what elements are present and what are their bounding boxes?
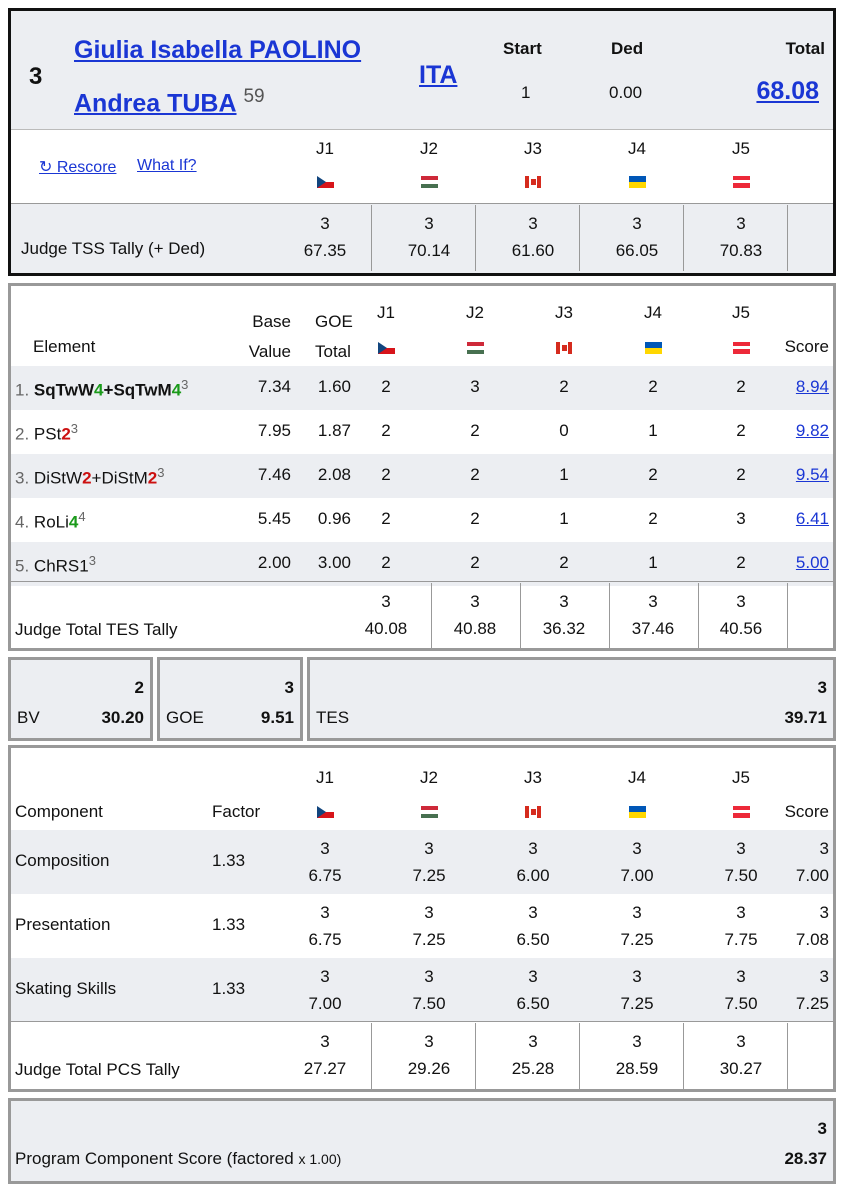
tes-panel <box>307 657 836 741</box>
element-3-judge-5: 2 <box>736 465 746 484</box>
header-judge-2-flag <box>389 175 469 188</box>
el-judge-3-flag <box>524 341 604 354</box>
header-judge-4-flag <box>597 175 677 188</box>
element-score-link-2[interactable]: 9.82 <box>795 421 829 440</box>
component-score-2: 3 7.08 <box>795 903 829 949</box>
nation-link[interactable]: ITA <box>419 61 458 89</box>
skater-2-link[interactable] <box>74 86 265 118</box>
element-2-judge-4: 1 <box>648 421 658 440</box>
bib-number: 59 <box>243 86 265 107</box>
flag-ukraine-icon <box>645 342 662 354</box>
pcs-judge-3: 3 25.28 <box>511 1032 555 1078</box>
element-1-judge-4: 2 <box>648 377 658 396</box>
bv-panel <box>8 657 153 741</box>
element-base-1: 7.34 <box>257 377 291 396</box>
tss-judge-2: 3 70.14 <box>407 214 451 260</box>
element-goe-1: 1.60 <box>317 377 351 396</box>
header-judge-2: J2 <box>420 139 438 158</box>
element-5-judge-3: 2 <box>559 553 569 572</box>
element-1-judge-5: 2 <box>736 377 746 396</box>
flag-ukraine-icon <box>629 176 646 188</box>
flag-canada-icon <box>525 176 542 188</box>
flag-hungary-icon <box>421 176 438 188</box>
total-value-link[interactable]: 68.08 <box>756 77 819 105</box>
flag-hungary-icon <box>467 342 484 354</box>
pcs-total-label-text: Program Component Score (factored <box>15 1149 294 1168</box>
component-factor-3: 1.33 <box>212 979 246 998</box>
element-4-judge-1: 2 <box>381 509 391 528</box>
tss-label: Judge TSS Tally (+ Ded) <box>21 239 206 258</box>
el-judge-4: J4 <box>644 303 662 322</box>
flag-ukraine-icon <box>629 806 646 818</box>
element-goe-5: 3.00 <box>317 553 351 572</box>
col-component: Component <box>15 802 103 821</box>
flag-czech-icon <box>378 342 395 354</box>
cp-judge-5-flag <box>701 805 781 818</box>
component-2-judge-3: 3 6.50 <box>516 903 550 949</box>
element-5-judge-2: 2 <box>470 553 480 572</box>
component-1-judge-1: 3 6.75 <box>308 839 342 885</box>
tss-judge-3: 3 61.60 <box>511 214 555 260</box>
component-1-judge-3: 3 6.00 <box>516 839 550 885</box>
bv-label: BV <box>17 708 40 727</box>
col-base <box>239 307 291 367</box>
start-value: 1 <box>521 83 531 102</box>
element-goe-4: 0.96 <box>317 509 351 528</box>
tss-judge-5: 3 70.83 <box>719 214 763 260</box>
element-score-link-4[interactable]: 6.41 <box>795 509 829 528</box>
tss-judge-1: 3 67.35 <box>303 214 347 260</box>
element-3-judge-2: 2 <box>470 465 480 484</box>
col-score: Score <box>784 337 829 356</box>
col-factor: Factor <box>212 802 261 821</box>
component-3-judge-5: 3 7.50 <box>724 967 758 1013</box>
element-goe-3: 2.08 <box>317 465 351 484</box>
component-1-judge-4: 3 7.00 <box>620 839 654 885</box>
component-factor-1: 1.33 <box>212 851 246 870</box>
element-row-5: 5. $ChRS1^3$ <box>15 553 96 576</box>
element-2-judge-5: 2 <box>736 421 746 440</box>
element-5-judge-4: 1 <box>648 553 658 572</box>
total-label: Total <box>785 39 825 58</box>
el-judge-5: J5 <box>732 303 750 322</box>
element-2-judge-1: 2 <box>381 421 391 440</box>
tes-label: TES <box>316 708 350 727</box>
el-judge-4-flag <box>613 341 693 354</box>
element-row-1: 1. $SqTwW4+SqTwM4^3$ <box>15 377 189 400</box>
el-judge-5-flag <box>701 341 781 354</box>
element-score-link-5[interactable]: 5.00 <box>795 553 829 572</box>
flag-austria-icon <box>733 342 750 354</box>
goe-value: 9.51 <box>260 708 294 727</box>
cp-judge-1-flag <box>285 805 365 818</box>
el-judge-1: J1 <box>377 303 395 322</box>
flag-austria-icon <box>733 806 750 818</box>
header-judge-3: J3 <box>524 139 542 158</box>
header-judge-4: J4 <box>628 139 646 158</box>
element-1-judge-2: 3 <box>470 377 480 396</box>
header-judge-1-flag <box>285 175 365 188</box>
pcs-total-label <box>15 1149 341 1169</box>
skater-2-name[interactable]: Andrea TUBA <box>74 89 237 118</box>
header-panel <box>8 8 836 276</box>
col-base-line1: Base <box>252 312 291 331</box>
pcs-judge-5: 3 30.27 <box>719 1032 763 1078</box>
header-judge-5-flag <box>701 175 781 188</box>
element-base-3: 7.46 <box>257 465 291 484</box>
element-base-5: 2.00 <box>257 553 291 572</box>
component-3-judge-4: 3 7.25 <box>620 967 654 1013</box>
header-judge-1: J1 <box>316 139 334 158</box>
flag-austria-icon <box>733 176 750 188</box>
col-element: Element <box>33 337 96 356</box>
tss-judge-4: 3 66.05 <box>615 214 659 260</box>
el-judge-2: J2 <box>466 303 484 322</box>
tes-judge-5: 3 40.56 <box>719 592 763 638</box>
component-3-judge-1: 3 7.00 <box>308 967 342 1013</box>
component-factor-2: 1.33 <box>212 915 246 934</box>
tes-value: 39.71 <box>784 708 827 727</box>
cp-judge-5: J5 <box>732 768 750 787</box>
pcs-total-factor: x 1.00) <box>298 1151 342 1167</box>
what-if-link[interactable]: What If? <box>137 157 197 174</box>
element-4-judge-3: 1 <box>559 509 569 528</box>
elements-panel <box>8 283 836 651</box>
component-3-judge-2: 3 7.50 <box>412 967 446 1013</box>
element-2-judge-2: 2 <box>470 421 480 440</box>
element-base-4: 5.45 <box>257 509 291 528</box>
cp-judge-4: J4 <box>628 768 646 787</box>
element-1-judge-3: 2 <box>559 377 569 396</box>
tes-judge-3: 3 36.32 <box>542 592 586 638</box>
element-base-2: 7.95 <box>257 421 291 440</box>
header-judge-5: J5 <box>732 139 750 158</box>
element-4-judge-2: 2 <box>470 509 480 528</box>
component-1-judge-5: 3 7.50 <box>724 839 758 885</box>
flag-canada-icon <box>525 806 542 818</box>
skater-1-link[interactable]: Giulia Isabella PAOLINO <box>74 36 362 64</box>
component-score-3: 3 7.25 <box>795 967 829 1013</box>
element-3-judge-1: 2 <box>381 465 391 484</box>
cp-judge-3-flag <box>493 805 573 818</box>
component-score-1: 3 7.00 <box>795 839 829 885</box>
rescore-link[interactable]: ↻ Rescore <box>39 159 117 176</box>
bv-rank: 2 <box>134 678 144 697</box>
element-1-judge-1: 2 <box>381 377 391 396</box>
el-judge-2-flag <box>435 341 515 354</box>
element-score-link-1[interactable]: 8.94 <box>795 377 829 396</box>
component-1-judge-2: 3 7.25 <box>412 839 446 885</box>
pcs-judge-2: 3 29.26 <box>407 1032 451 1078</box>
component-name-1: Composition <box>15 851 110 870</box>
component-2-judge-2: 3 7.25 <box>412 903 446 949</box>
tes-tally-label: Judge Total TES Tally <box>15 620 178 639</box>
component-3-judge-3: 3 6.50 <box>516 967 550 1013</box>
bv-value: 30.20 <box>101 708 144 727</box>
component-2-judge-1: 3 6.75 <box>308 903 342 949</box>
element-4-judge-5: 3 <box>736 509 746 528</box>
tes-rank: 3 <box>817 678 827 697</box>
element-row-4: 4. $RoLi4^4$ <box>15 509 86 532</box>
ded-label: Ded <box>611 39 644 58</box>
component-name-2: Presentation <box>15 915 111 934</box>
pcs-total-panel <box>8 1098 836 1184</box>
element-row-3: 3. $DiStW2+DiStM2^3$ <box>15 465 165 488</box>
element-4-judge-4: 2 <box>648 509 658 528</box>
cp-judge-2: J2 <box>420 768 438 787</box>
el-judge-3: J3 <box>555 303 573 322</box>
rank: 3 <box>29 63 43 90</box>
component-2-judge-4: 3 7.25 <box>620 903 654 949</box>
components-panel <box>8 745 836 1092</box>
element-2-judge-3: 0 <box>559 421 569 440</box>
ded-value: 0.00 <box>609 83 643 102</box>
flag-canada-icon <box>556 342 573 354</box>
flag-hungary-icon <box>421 806 438 818</box>
element-row-2: 2. $PSt2^3$ <box>15 421 79 444</box>
element-score-link-3[interactable]: 9.54 <box>795 465 829 484</box>
pcs-tally-label: Judge Total PCS Tally <box>15 1060 180 1079</box>
tes-judge-2: 3 40.88 <box>453 592 497 638</box>
tes-judge-1: 3 40.08 <box>364 592 408 638</box>
goe-panel <box>157 657 303 741</box>
goe-label: GOE <box>166 708 204 727</box>
col-pcs-score: Score <box>784 802 829 821</box>
goe-rank: 3 <box>284 678 294 697</box>
cp-judge-1: J1 <box>316 768 334 787</box>
pcs-total-value: 28.37 <box>784 1149 827 1168</box>
element-5-judge-5: 2 <box>736 553 746 572</box>
flag-czech-icon <box>317 806 334 818</box>
element-3-judge-3: 1 <box>559 465 569 484</box>
element-goe-2: 1.87 <box>317 421 351 440</box>
header-judge-3-flag <box>493 175 573 188</box>
element-5-judge-1: 2 <box>381 553 391 572</box>
col-base-line2: Value <box>248 342 291 361</box>
start-label: Start <box>503 39 542 58</box>
tes-judge-4: 3 37.46 <box>631 592 675 638</box>
pcs-judge-4: 3 28.59 <box>615 1032 659 1078</box>
flag-czech-icon <box>317 176 334 188</box>
col-goe-line1: GOE <box>315 312 353 331</box>
component-name-3: Skating Skills <box>15 979 117 998</box>
cp-judge-3: J3 <box>524 768 542 787</box>
cp-judge-4-flag <box>597 805 677 818</box>
pcs-judge-1: 3 27.27 <box>303 1032 347 1078</box>
el-judge-1-flag <box>346 341 426 354</box>
col-goe-line2: Total <box>315 342 351 361</box>
pcs-total-rank: 3 <box>817 1119 827 1138</box>
element-3-judge-4: 2 <box>648 465 658 484</box>
cp-judge-2-flag <box>389 805 469 818</box>
component-2-judge-5: 3 7.75 <box>724 903 758 949</box>
